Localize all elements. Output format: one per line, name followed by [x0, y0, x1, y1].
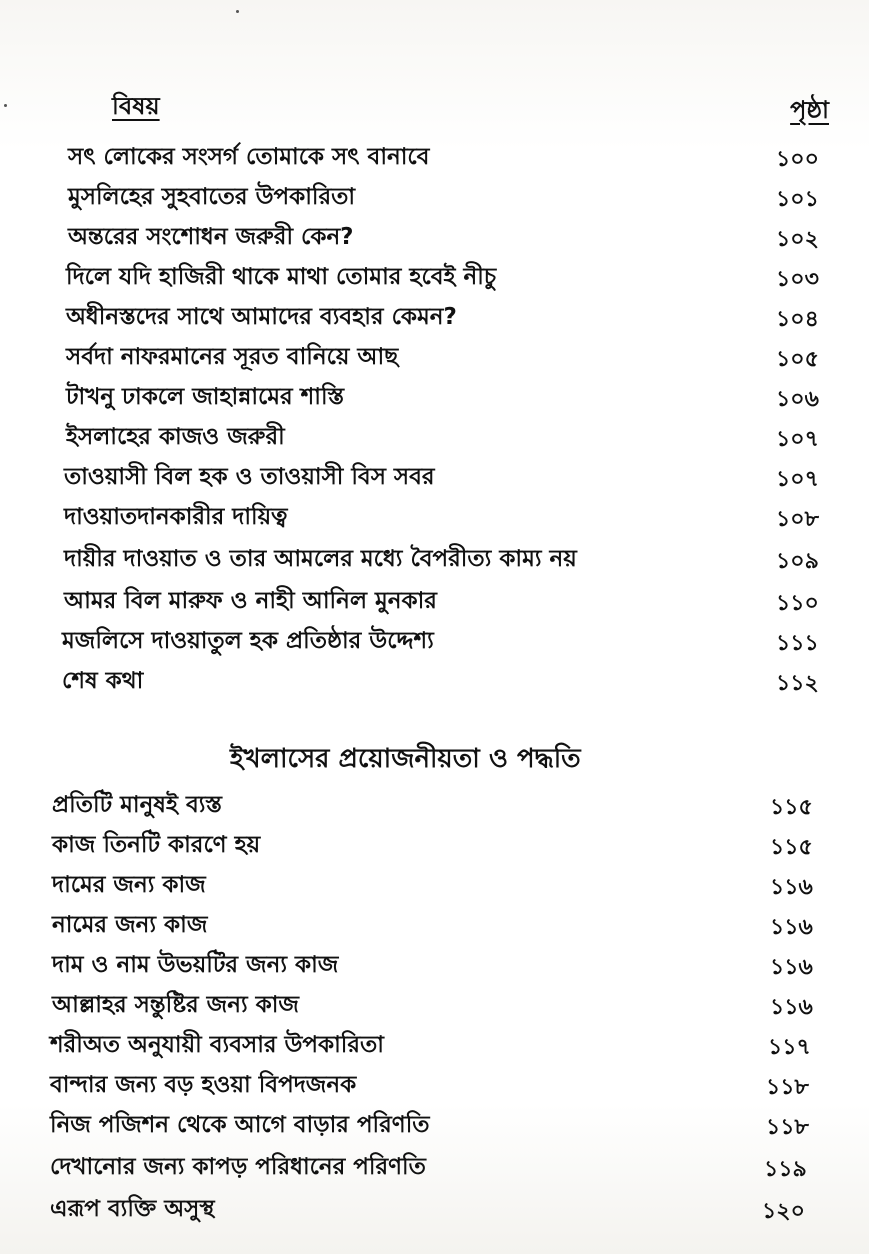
- toc-entry[interactable]: [0, 540, 869, 578]
- toc-entry-title: দাওয়াতদানকারীর দায়িত্ব: [64, 504, 288, 530]
- toc-entry-page: ১০১: [776, 187, 819, 212]
- toc-entry-title: আমর বিল মারুফ ও নাহী আনিল মুনকার: [64, 588, 437, 614]
- toc-entry-page: ১০৪: [776, 307, 819, 332]
- toc-entry-page: ১০৩: [776, 267, 819, 292]
- toc-entry-title: এরূপ ব্যক্তি অসুস্থ: [50, 1196, 215, 1222]
- toc-entry-title: দেখানোর জন্য কাপড় পরিধানের পরিণতি: [50, 1154, 426, 1180]
- toc-entry[interactable]: [0, 662, 869, 700]
- toc-entry-page: ১১৬: [770, 955, 813, 980]
- toc-entry-page: ১১৭: [768, 1035, 811, 1060]
- toc-entry-page: ১০৯: [776, 549, 819, 574]
- toc-entry[interactable]: [0, 1026, 869, 1064]
- toc-entry[interactable]: [0, 218, 869, 256]
- toc-entry-title: তাওয়াসী বিল হক ও তাওয়াসী বিস সবর: [64, 464, 435, 490]
- toc-entry-page: ১১৯: [764, 1157, 807, 1182]
- toc-entry[interactable]: [0, 866, 869, 904]
- toc-entry-page: ১১১: [776, 631, 819, 656]
- toc-entry-page: ১১৬: [770, 875, 813, 900]
- toc-entry[interactable]: [0, 498, 869, 536]
- toc-entry[interactable]: [0, 458, 869, 496]
- toc-entry-page: ১১৬: [770, 995, 813, 1020]
- toc-entry-title: দায়ীর দাওয়াত ও তার আমলের মধ্যে বৈপরীত্য কাম্য নয়: [64, 546, 577, 572]
- toc-entry[interactable]: [0, 826, 869, 864]
- topic-column-header: বিষয়: [112, 92, 160, 120]
- toc-entry[interactable]: [0, 178, 869, 216]
- toc-entry-title: দামের জন্য কাজ: [52, 872, 206, 898]
- toc-entry-page: ১১০: [776, 591, 819, 616]
- toc-entry-title: বান্দার জন্য বড় হওয়া বিপদজনক: [50, 1072, 357, 1098]
- toc-entry-title: সৎ লোকের সংসর্গ তোমাকে সৎ বানাবে: [68, 144, 430, 170]
- toc-entry-page: ১১৬: [770, 915, 813, 940]
- toc-entry-title: মজলিসে দাওয়াতুল হক প্রতিষ্ঠার উদ্দেশ্য: [62, 628, 434, 654]
- toc-entry-page: ১০৫: [776, 347, 819, 372]
- toc-entry[interactable]: [0, 138, 869, 176]
- toc-entry-page: ১১৮: [766, 1075, 809, 1100]
- toc-entry[interactable]: [0, 378, 869, 416]
- toc-entry-title: ইসলাহের কাজও জরুরী: [66, 424, 285, 450]
- toc-entry-title: সর্বদা নাফরমানের সূরত বানিয়ে আছ: [66, 344, 399, 370]
- toc-entry-title: মুসলিহের সুহবাতের উপকারিতা: [68, 184, 356, 210]
- toc-entry[interactable]: [0, 786, 869, 824]
- toc-entry[interactable]: [0, 582, 869, 620]
- toc-entry-page: ১০৭: [776, 427, 819, 452]
- page-column-header: পৃষ্ঠা: [790, 96, 829, 124]
- toc-entry[interactable]: [0, 906, 869, 944]
- toc-entry-title: টাখনু ঢাকলে জাহান্নামের শাস্তি: [66, 384, 345, 410]
- print-speck: [4, 104, 7, 107]
- toc-entry-title: অন্তরের সংশোধন জরুরী কেন?: [68, 224, 354, 250]
- toc-entry[interactable]: [0, 298, 869, 336]
- toc-entry-page: ১০৬: [776, 387, 819, 412]
- toc-entry[interactable]: [0, 418, 869, 456]
- toc-entry-page: ১০০: [776, 147, 819, 172]
- toc-entry-page: ১১৫: [770, 835, 813, 860]
- toc-entry-page: ১১৫: [770, 795, 813, 820]
- toc-entry[interactable]: [0, 1148, 869, 1186]
- toc-entry[interactable]: [0, 1106, 869, 1144]
- toc-entry[interactable]: [0, 946, 869, 984]
- toc-entry-page: ১০২: [776, 227, 819, 252]
- toc-entry[interactable]: [0, 1066, 869, 1104]
- toc-entry-title: প্রতিটি মানুষই ব্যস্ত: [52, 792, 222, 818]
- toc-entry-title: কাজ তিনটি কারণে হয়: [52, 832, 261, 858]
- toc-entry-page: ১০৮: [776, 507, 819, 532]
- section-heading: ইখলাসের প্রয়োজনীয়তা ও পদ্ধতি: [230, 744, 581, 774]
- toc-entry-title: দাম ও নাম উভয়টির জন্য কাজ: [52, 952, 339, 978]
- toc-entry-page: ১০৭: [776, 467, 819, 492]
- print-speck: [236, 10, 239, 13]
- toc-entry-title: নামের জন্য কাজ: [52, 912, 208, 938]
- toc-entry[interactable]: [0, 986, 869, 1024]
- toc-entry-title: দিলে যদি হাজিরী থাকে মাথা তোমার হবেই নীচু: [66, 264, 497, 290]
- toc-entry-page: ১২০: [762, 1199, 805, 1224]
- toc-entry-title: শরীঅত অনুযায়ী ব্যবসার উপকারিতা: [50, 1032, 384, 1058]
- toc-entry[interactable]: [0, 258, 869, 296]
- toc-entry-title: শেষ কথা: [62, 668, 144, 694]
- toc-entry-title: অধীনস্তদের সাথে আমাদের ব্যবহার কেমন?: [66, 304, 457, 330]
- toc-entry-page: ১১৮: [766, 1115, 809, 1140]
- toc-entry[interactable]: [0, 622, 869, 660]
- toc-entry-title: নিজ পজিশন থেকে আগে বাড়ার পরিণতি: [50, 1112, 430, 1138]
- toc-entry-page: ১১২: [776, 671, 819, 696]
- toc-entry[interactable]: [0, 338, 869, 376]
- toc-entry[interactable]: [0, 1190, 869, 1228]
- toc-entry-title: আল্লাহর সন্তুষ্টির জন্য কাজ: [52, 992, 299, 1018]
